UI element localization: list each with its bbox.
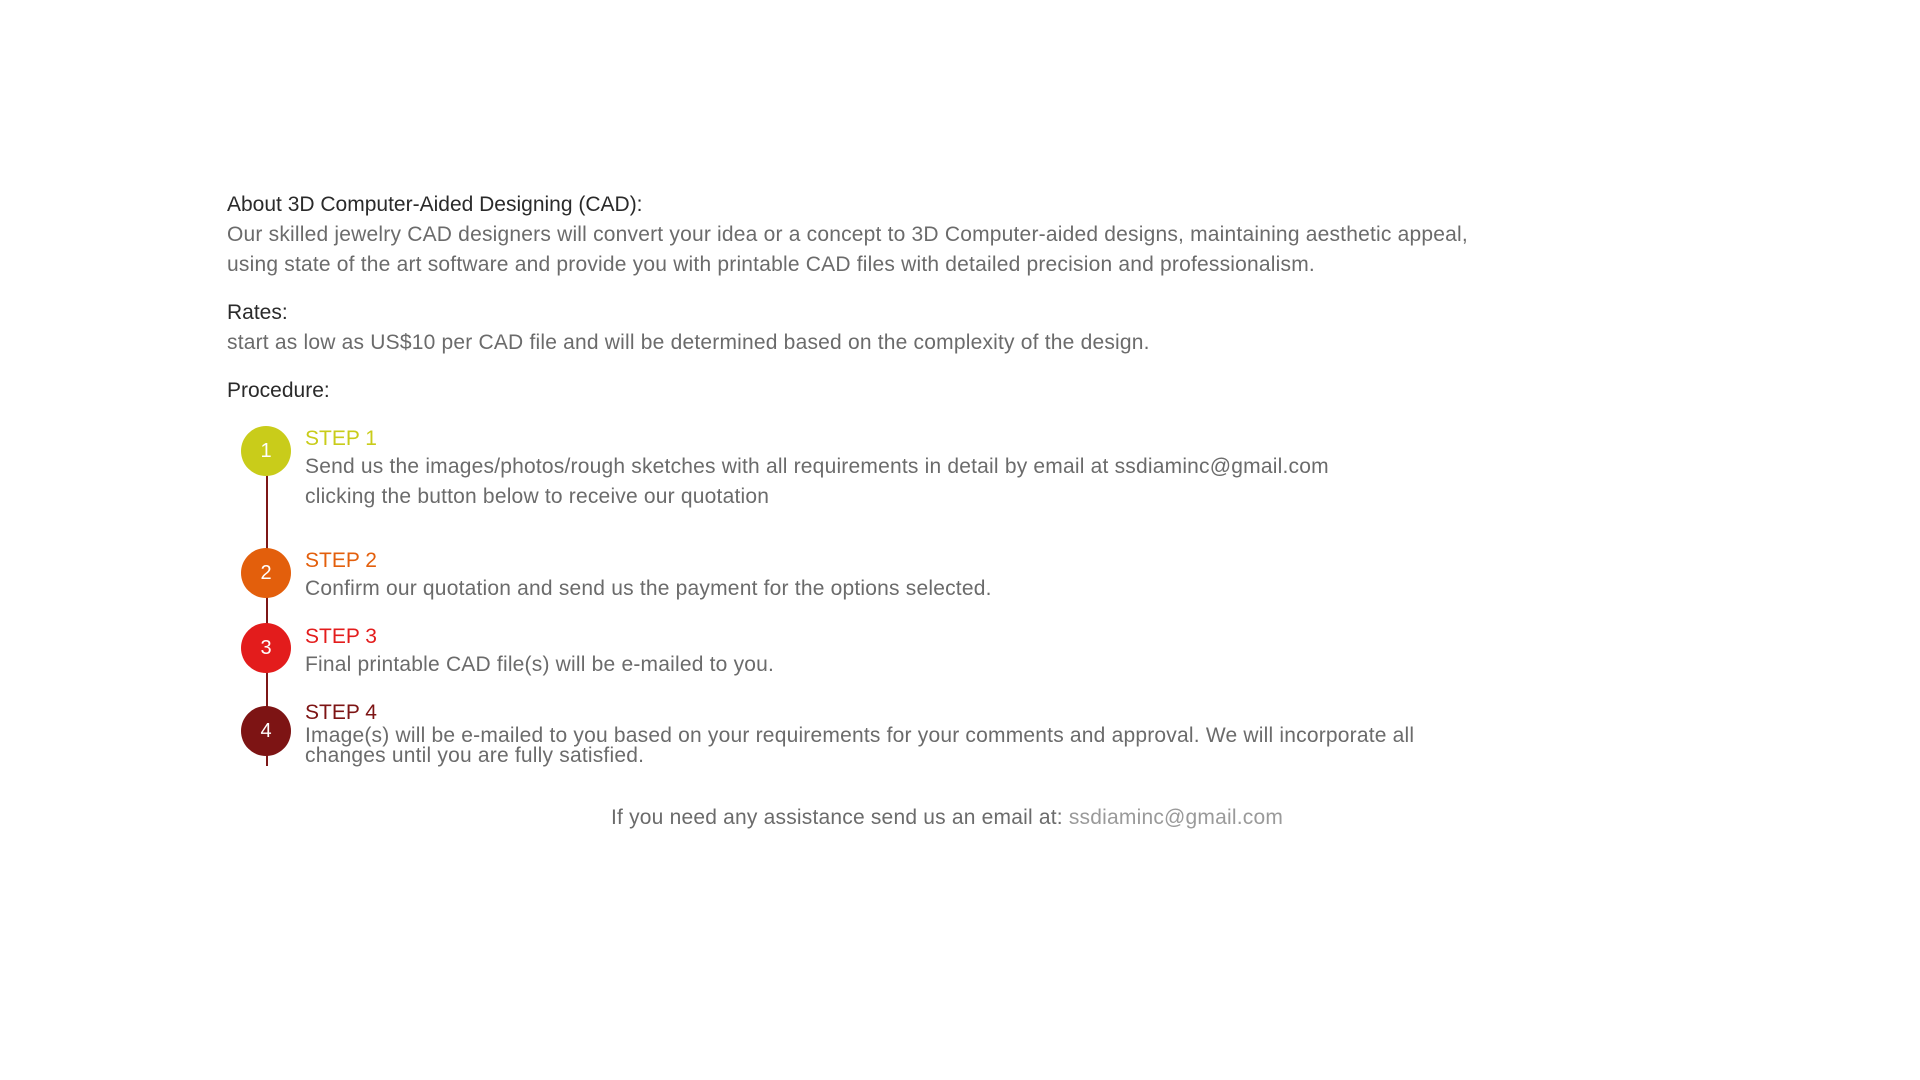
step-4-title: STEP 4: [305, 701, 377, 724]
step-3-title: STEP 3: [305, 625, 377, 648]
about-heading: About 3D Computer-Aided Designing (CAD):: [227, 193, 643, 216]
step-3-text: Final printable CAD file(s) will be e-mailed to you.: [305, 653, 775, 676]
procedure-heading: Procedure:: [227, 379, 330, 402]
step-1-number: 1: [260, 439, 272, 462]
step-2-title: STEP 2: [305, 549, 377, 572]
step-4-number: 4: [260, 719, 272, 742]
step-1-text-line-1: Send us the images/photos/rough sketches with all requirements in detail by email at ssdiaminc@gmail.com: [305, 455, 1329, 478]
rates-text: start as low as US$10 per CAD file and will be determined based on the complexity of the design.: [227, 331, 1150, 354]
procedure-timeline: [227, 416, 1647, 766]
assistance-email-link[interactable]: ssdiaminc@gmail.com: [1068, 806, 1284, 829]
rates-heading: Rates:: [227, 301, 288, 324]
about-text-line-2: using state of the art software and provide you with printable CAD files with detailed precision and professionalism.: [227, 253, 1315, 276]
assistance-text: If you need any assistance send us an email at:: [610, 806, 1063, 829]
step-2: [227, 548, 1647, 624]
step-2-text: Confirm our quotation and send us the payment for the options selected.: [305, 577, 992, 600]
step-1-text-line-2: clicking the button below to receive our quotation: [305, 485, 770, 508]
step-2-number: 2: [260, 561, 272, 584]
step-4-number-badge: [241, 706, 291, 756]
about-section: [227, 190, 1667, 280]
main-content: [227, 190, 1667, 766]
step-4: [227, 700, 1647, 766]
step-1-number-badge: [241, 426, 291, 476]
rates-section: [227, 298, 1667, 358]
step-3-number-badge: [241, 623, 291, 673]
step-1-title: STEP 1: [305, 427, 377, 450]
step-4-text-line-1: Image(s) will be e-mailed to you based on your requirements for your comments and approval. We will incorporate all: [305, 724, 1415, 747]
step-3-number: 3: [260, 636, 272, 659]
step-2-number-badge: [241, 548, 291, 598]
procedure-section: [227, 376, 1667, 766]
step-1: [227, 416, 1647, 548]
about-text-line-1: Our skilled jewelry CAD designers will convert your idea or a concept to 3D Computer-aided designs, maintaining aesthetic appeal,: [227, 223, 1468, 246]
step-3: [227, 624, 1647, 700]
assistance-footer: [0, 806, 1894, 830]
step-4-text-line-2: changes until you are fully satisfied.: [305, 744, 645, 767]
